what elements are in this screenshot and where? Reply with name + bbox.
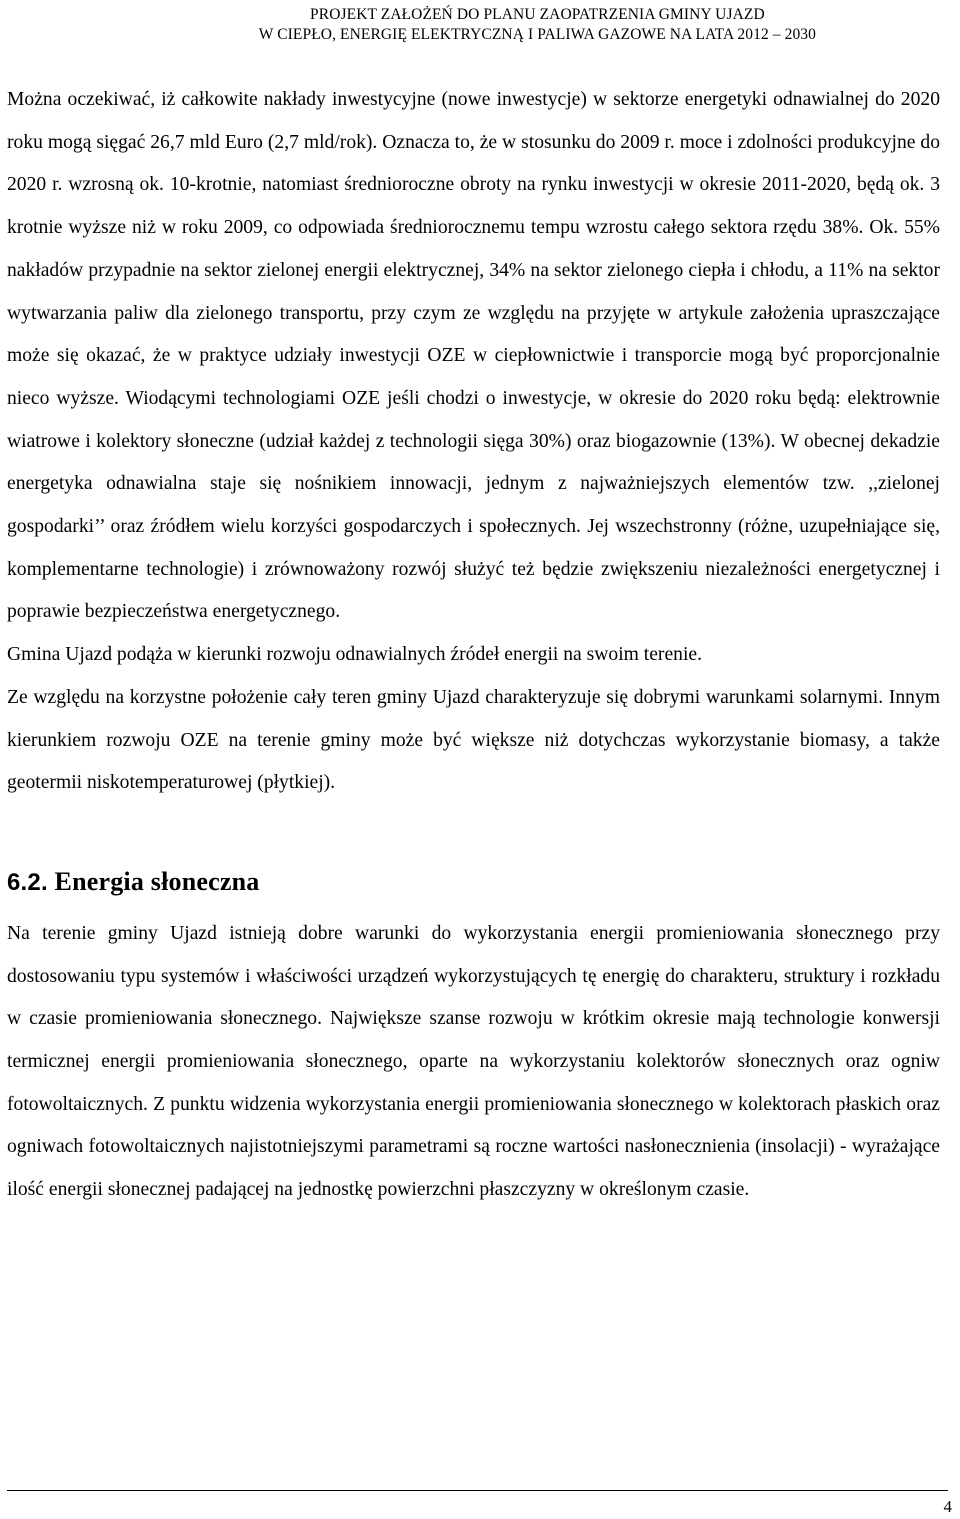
paragraph-solar-conditions: Ze względu na korzystne położenie cały teren gminy Ujazd charakteryzuje się dobrymi warunkami solarnymi. Innym kierunkiem rozwoju OZE na terenie gminy może być większe niż dotychczas wykorzystanie biomasy, a także geotermii niskotemperaturowej (płytkiej).: [7, 686, 940, 794]
section-number: 6.2.: [7, 868, 48, 896]
running-header: [259, 5, 816, 45]
document-body: [7, 79, 940, 1212]
header-line-1: PROJEKT ZAŁOŻEŃ DO PLANU ZAOPATRZENIA GMINY UJAZD: [310, 6, 765, 23]
section-spacer: [7, 805, 940, 866]
section-title: Energia słoneczna: [54, 866, 260, 896]
paragraph-ujazd-direction: Gmina Ujazd podąża w kierunki rozwoju odnawialnych źródeł energii na swoim terenie.: [7, 644, 702, 666]
page-number: 4: [943, 1497, 952, 1516]
section-heading: [7, 866, 940, 899]
header-line-2: W CIEPŁO, ENERGIĘ ELEKTRYCZNĄ I PALIWA GAZOWE NA LATA 2012 – 2030: [258, 26, 816, 43]
footer-divider: [7, 1490, 948, 1491]
paragraph-solar-energy: Na terenie gminy Ujazd istnieją dobre warunki do wykorzystania energii promieniowania słonecznego przy dostosowaniu typu systemów i właściwości urządzeń wykorzystujących tę energię do charakteru, struktury i rozkładu w czasie promieniowania słonecznego. Największe szanse rozwoju w krótkim okresie mają technologie konwersji termicznej energii promieniowania słonecznego, oparte na wykorzystaniu kolektorów słonecznych oraz ogniw fotowoltaicznych. Z punktu widzenia wykorzystania energii promieniowania słonecznego w kolektorach płaskich oraz ogniwach fotowoltaicznych najistotniejszymi parametrami są roczne wartości nasłonecznienia (insolacji) - wyrażające ilość energii słonecznej padającej na jednostkę powierzchni płaszczyzny w określonym czasie.: [7, 922, 940, 1201]
paragraph-investments: Można oczekiwać, iż całkowite nakłady inwestycyjne (nowe inwestycje) w sektorze energetyki odnawialnej do 2020 roku mogą sięgać 26,7 mld Euro (2,7 mld/rok). Oznacza to, że w stosunku do 2009 r. moce i zdolności produkcyjne do 2020 r. wzrosną ok. 10-krotnie, natomiast średnioroczne obroty na rynku inwestycji w okresie 2011-2020, będą ok. 3 krotnie wyższe niż w roku 2009, co odpowiada średniorocznemu tempu wzrostu całego sektora rzędu 38%. Ok. 55% nakładów przypadnie na sektor zielonej energii elektrycznej, 34% na sektor zielonego ciepła i chłodu, a 11% na sektor wytwarzania paliw dla zielonego transportu, przy czym ze względu na przyjęte w artykule założenia upraszczające może się okazać, że w praktyce udziały inwestycji OZE w ciepłownictwie i transporcie mogą być proporcjonalnie nieco wyższe. Wiodącymi technologiami OZE jeśli chodzi o inwestycje, w okresie do 2020 roku będą: elektrownie wiatrowe i kolektory słoneczne (udział każdej z technologii sięga 30%) oraz biogazownie (13%). W obecnej dekadzie energetyka odnawialna staje się nośnikiem innowacji, jednym z najważniejszych elementów tzw. ,,zielonej gospodarki’’ oraz źródłem wielu korzyści gospodarczych i społecznych. Jej wszechstronny (różne, uzupełniające się, komplementarne technologie) i zrównoważony rozwój służyć też będzie zwiększeniu niezależności energetycznej i poprawie bezpieczeństwa energetycznego.: [7, 89, 940, 623]
